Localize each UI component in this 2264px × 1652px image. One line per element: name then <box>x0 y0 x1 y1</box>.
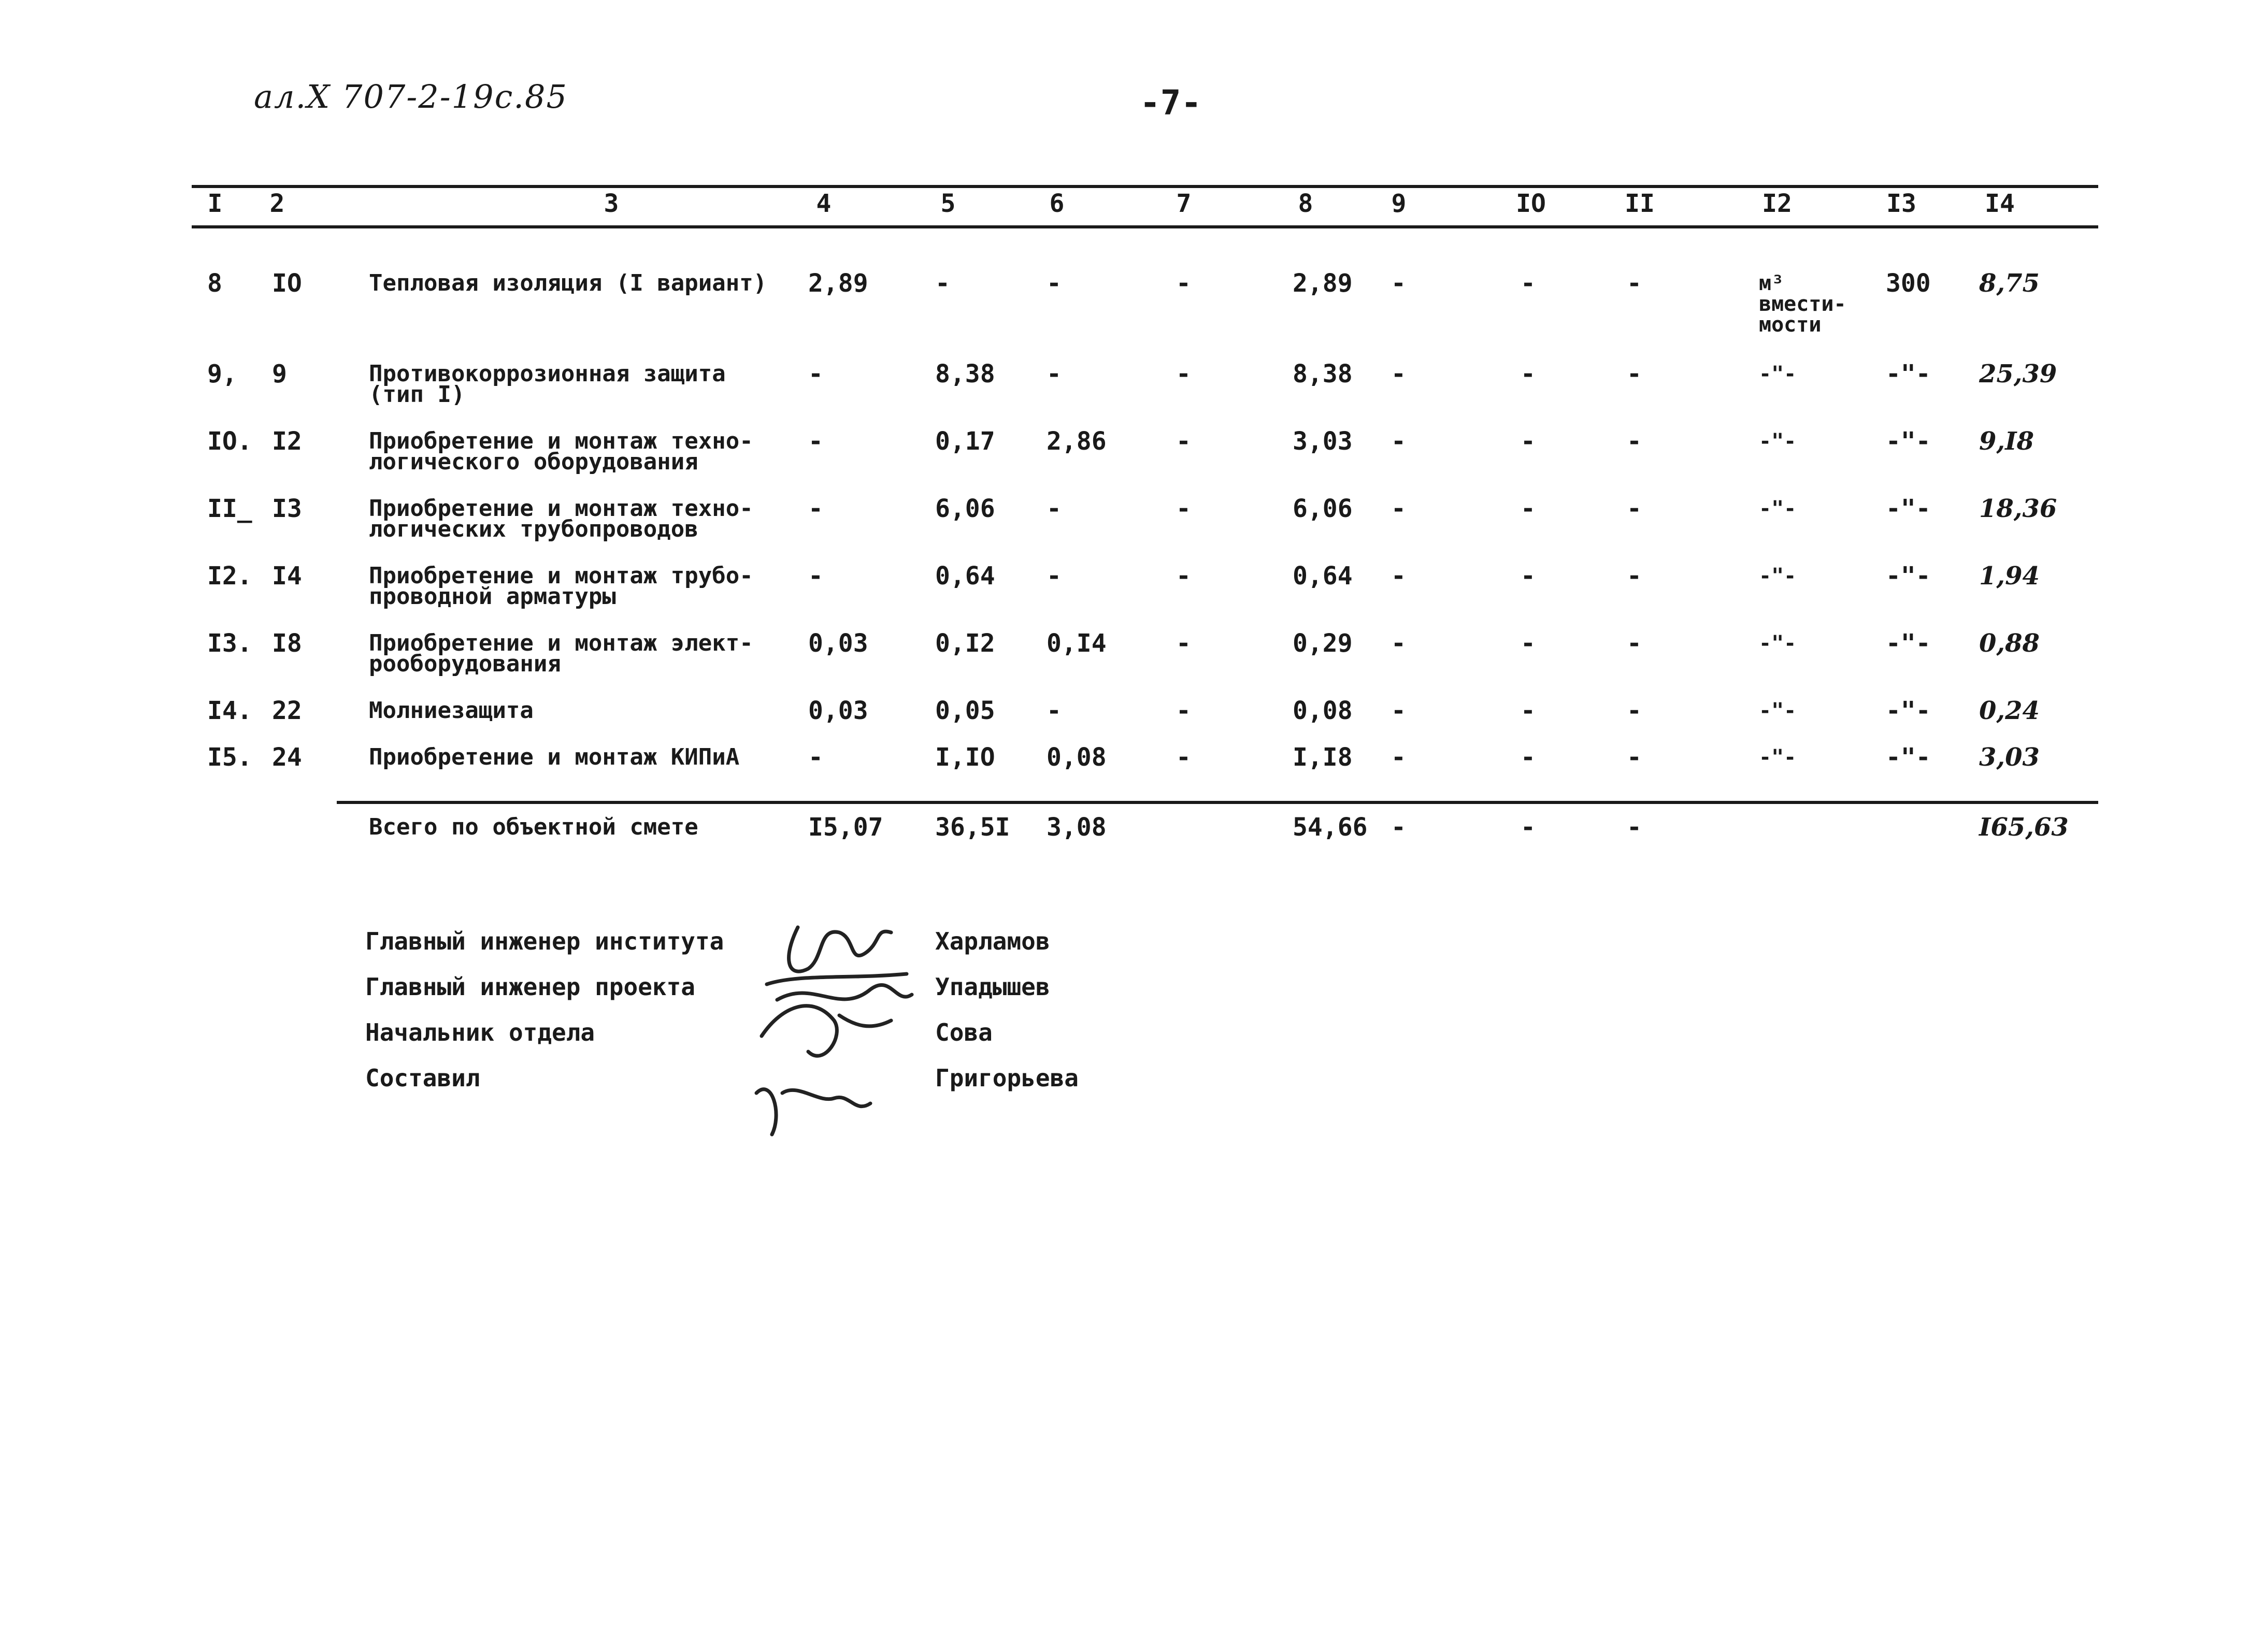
row-description: Приобретение и монтаж техно- <box>369 428 753 454</box>
row-description: Противокоррозионная защита <box>369 361 726 387</box>
row-value: - <box>808 494 823 523</box>
row-value: -"- <box>1886 427 1931 456</box>
row-value: 1,94 <box>1979 562 2040 591</box>
row-value: 2,89 <box>1293 269 1353 298</box>
row-value: - <box>935 269 950 298</box>
document-code: ал.Х 707-2-19с.85 <box>254 78 568 116</box>
column-header: 8 <box>1298 189 1313 218</box>
row-value: - <box>1521 427 1536 456</box>
row-value: - <box>1047 360 1062 389</box>
row-description: Приобретение и монтаж элект- <box>369 630 753 656</box>
row-value: - <box>1391 269 1406 298</box>
total-value: - <box>1627 813 1642 842</box>
row-value: 0,I2 <box>935 629 995 658</box>
column-header: I4 <box>1985 189 2015 218</box>
row-value: - <box>1627 427 1642 456</box>
row-value: 0,29 <box>1293 629 1353 658</box>
row-value: I,I8 <box>1293 743 1353 772</box>
handwritten-signatures <box>736 896 953 1145</box>
row-value: - <box>1391 743 1406 772</box>
column-header: 5 <box>940 189 956 218</box>
total-label: Всего по объектной смете <box>369 814 698 840</box>
signatory-title: Главный инженер проекта <box>365 973 695 1001</box>
row-value: - <box>1627 696 1642 725</box>
row-ref: I4 <box>272 562 302 591</box>
total-value: - <box>1391 813 1406 842</box>
row-index: I5. <box>207 743 252 772</box>
row-value: - <box>1176 494 1191 523</box>
row-value: 0,08 <box>1047 743 1107 772</box>
row-value: - <box>1627 360 1642 389</box>
row-ref: I8 <box>272 629 302 658</box>
row-unit: м³ <box>1759 271 1784 295</box>
row-value: 0,03 <box>808 696 868 725</box>
row-value: - <box>1391 696 1406 725</box>
row-value: 0,24 <box>1979 696 2040 725</box>
row-value: 9,I8 <box>1979 427 2034 456</box>
row-value: - <box>808 562 823 591</box>
row-ref: 9 <box>272 360 287 389</box>
row-value: -"- <box>1886 629 1931 658</box>
column-header: 4 <box>816 189 832 218</box>
total-value: 36,5I <box>935 813 1010 842</box>
column-header: 3 <box>604 189 619 218</box>
row-value: 25,39 <box>1979 360 2057 389</box>
row-value: 300 <box>1886 269 1931 298</box>
column-header: II <box>1625 189 1655 218</box>
row-value: - <box>808 427 823 456</box>
signatory-title: Составил <box>365 1064 480 1092</box>
row-value: - <box>1627 629 1642 658</box>
row-value: - <box>1627 494 1642 523</box>
row-value: 3,03 <box>1979 743 2040 772</box>
row-value: 3,03 <box>1293 427 1353 456</box>
row-value: - <box>1521 494 1536 523</box>
row-value: 0,08 <box>1293 696 1353 725</box>
signatory-name: Григорьева <box>935 1064 1079 1092</box>
row-value: - <box>1391 562 1406 591</box>
row-value: - <box>1627 562 1642 591</box>
row-value: - <box>1176 269 1191 298</box>
row-value: - <box>1176 427 1191 456</box>
row-unit: -"- <box>1759 745 1797 769</box>
column-header: 6 <box>1049 189 1065 218</box>
row-value: 18,36 <box>1979 494 2057 523</box>
row-unit: -"- <box>1759 699 1797 723</box>
row-unit: -"- <box>1759 497 1797 521</box>
row-index: I4. <box>207 696 252 725</box>
row-index: 8 <box>207 269 222 298</box>
row-description: проводной арматуры <box>369 583 616 610</box>
row-description: логических трубопроводов <box>369 516 698 542</box>
row-value: - <box>808 743 823 772</box>
row-index: II_ <box>207 494 252 523</box>
row-index: I2. <box>207 562 252 591</box>
row-unit: -"- <box>1759 429 1797 453</box>
row-description: рооборудования <box>369 651 561 677</box>
column-header: I3 <box>1886 189 1916 218</box>
row-value: - <box>1521 629 1536 658</box>
row-value: 0,05 <box>935 696 995 725</box>
row-value: - <box>1176 629 1191 658</box>
row-value: 2,89 <box>808 269 868 298</box>
row-unit: -"- <box>1759 631 1797 655</box>
row-value: - <box>1047 562 1062 591</box>
row-value: - <box>1391 427 1406 456</box>
row-value: - <box>1176 743 1191 772</box>
row-value: - <box>1521 562 1536 591</box>
row-value: -"- <box>1886 743 1931 772</box>
signatory-name: Сова <box>935 1018 993 1046</box>
row-ref: 22 <box>272 696 302 725</box>
table-header-rule <box>192 225 2098 228</box>
row-value: - <box>1521 743 1536 772</box>
row-value: I,IO <box>935 743 995 772</box>
column-header: 2 <box>269 189 285 218</box>
row-ref: I3 <box>272 494 302 523</box>
row-value: 8,38 <box>935 360 995 389</box>
column-header: IO <box>1516 189 1546 218</box>
row-value: - <box>1521 360 1536 389</box>
row-ref: I2 <box>272 427 302 456</box>
row-value: -"- <box>1886 494 1931 523</box>
row-value: - <box>1047 696 1062 725</box>
total-value: I5,07 <box>808 813 883 842</box>
row-value: 0,64 <box>1293 562 1353 591</box>
row-value: 6,06 <box>1293 494 1353 523</box>
row-index: IO. <box>207 427 252 456</box>
row-value: - <box>1176 696 1191 725</box>
row-index: 9, <box>207 360 237 389</box>
row-description: Приобретение и монтаж КИПиА <box>369 744 740 770</box>
row-value: - <box>1047 494 1062 523</box>
row-unit: -"- <box>1759 564 1797 588</box>
total-value: - <box>1521 813 1536 842</box>
row-description: Приобретение и монтаж трубо- <box>369 563 753 589</box>
row-description: (тип I) <box>369 381 465 408</box>
row-value: - <box>1391 494 1406 523</box>
row-value: - <box>1627 743 1642 772</box>
page-number: -7- <box>1140 83 1202 123</box>
row-value: 8,38 <box>1293 360 1353 389</box>
row-value: 6,06 <box>935 494 995 523</box>
row-value: 2,86 <box>1047 427 1107 456</box>
row-description: логического оборудования <box>369 449 698 475</box>
row-index: I3. <box>207 629 252 658</box>
signatory-title: Начальник отдела <box>365 1018 595 1046</box>
total-value: I65,63 <box>1979 813 2069 842</box>
total-value: 54,66 <box>1293 813 1368 842</box>
total-rule <box>337 801 2098 804</box>
column-header: 9 <box>1391 189 1407 218</box>
row-value: 8,75 <box>1979 269 2040 298</box>
signatory-title: Главный инженер института <box>365 927 724 955</box>
row-value: - <box>1627 269 1642 298</box>
row-description: Приобретение и монтаж техно- <box>369 495 753 522</box>
row-value: -"- <box>1886 562 1931 591</box>
row-value: -"- <box>1886 696 1931 725</box>
row-value: - <box>1176 360 1191 389</box>
row-ref: IO <box>272 269 302 298</box>
row-value: - <box>1391 360 1406 389</box>
row-value: 0,88 <box>1979 629 2040 658</box>
row-value: - <box>1521 696 1536 725</box>
row-value: 0,03 <box>808 629 868 658</box>
column-header: 7 <box>1176 189 1192 218</box>
row-ref: 24 <box>272 743 302 772</box>
row-value: - <box>1521 269 1536 298</box>
row-value: - <box>1391 629 1406 658</box>
row-unit: мости <box>1759 313 1822 337</box>
row-unit: -"- <box>1759 362 1797 386</box>
row-unit: вмести- <box>1759 292 1846 316</box>
signatory-name: Харламов <box>935 927 1050 955</box>
signatory-name: Упадышев <box>935 973 1050 1001</box>
total-value: 3,08 <box>1047 813 1107 842</box>
row-value: 0,64 <box>935 562 995 591</box>
row-value: - <box>1047 269 1062 298</box>
row-value: - <box>808 360 823 389</box>
table-top-rule <box>192 185 2098 188</box>
column-header: I2 <box>1762 189 1792 218</box>
row-description: Тепловая изоляция (I вариант) <box>369 270 767 296</box>
row-value: -"- <box>1886 360 1931 389</box>
row-value: 0,17 <box>935 427 995 456</box>
row-value: - <box>1176 562 1191 591</box>
row-value: 0,I4 <box>1047 629 1107 658</box>
column-header: I <box>207 189 223 218</box>
row-description: Молниезащита <box>369 697 534 724</box>
